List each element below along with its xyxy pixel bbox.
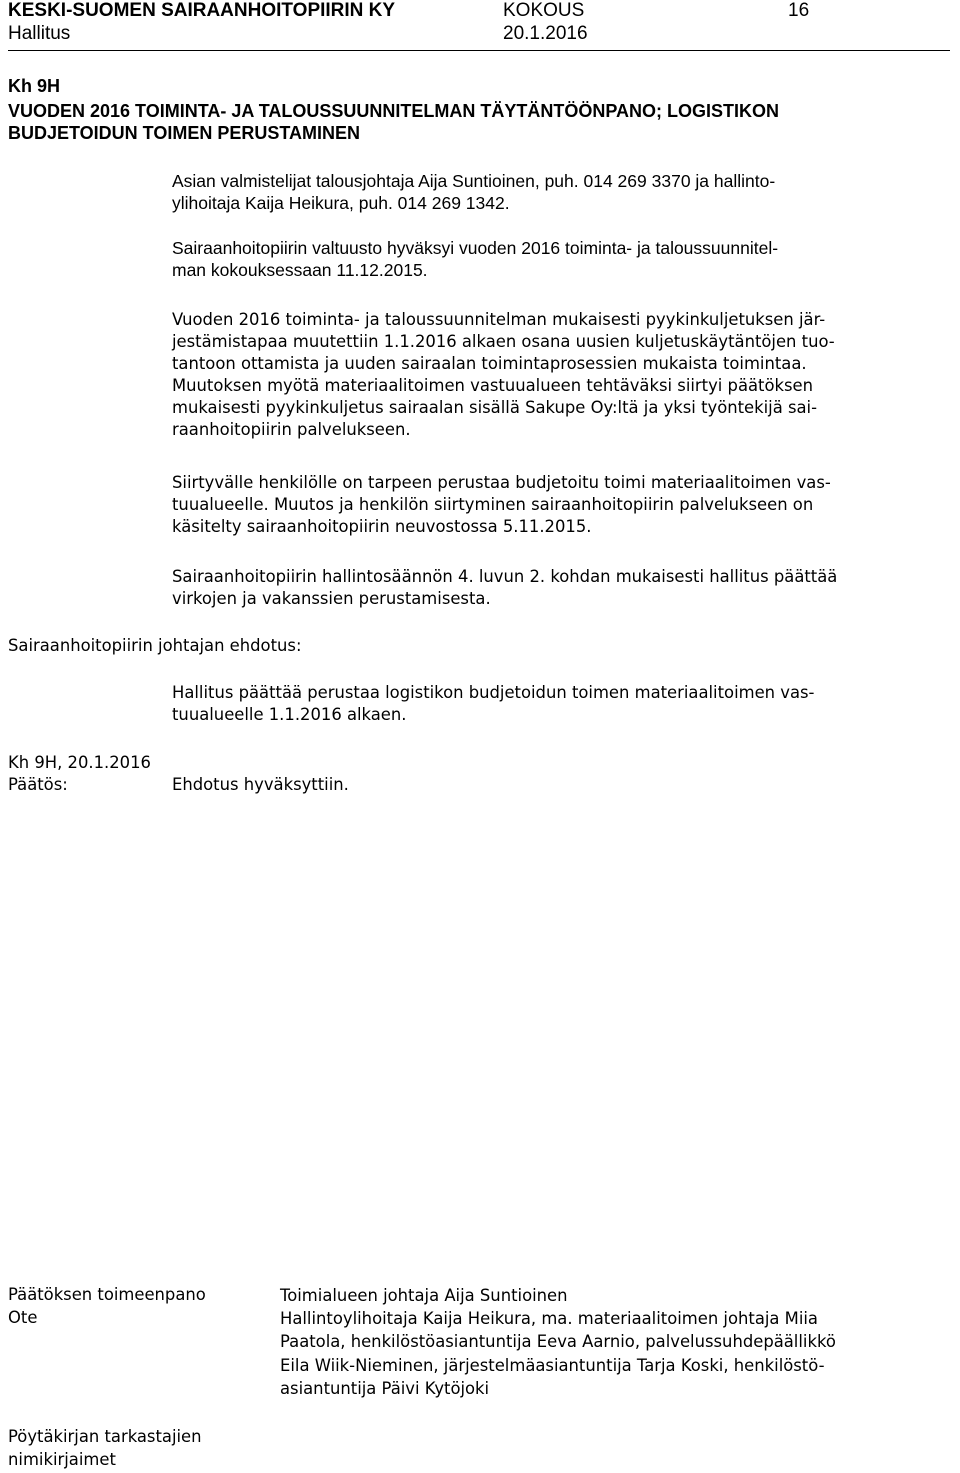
council-paragraph — [172, 238, 952, 281]
plan-paragraph — [172, 309, 952, 441]
proposal-label: Sairaanhoitopiirin johtajan ehdotus: — [8, 636, 302, 655]
item-title-line: BUDJETOIDUN TOIMEN PERUSTAMINEN — [8, 123, 361, 143]
recipient-line: asiantuntija Päivi Kytöjoki — [280, 1378, 490, 1398]
recipient-line: Toimialueen johtaja Aija Suntioinen — [280, 1286, 568, 1305]
paragraph-line: tuualueelle 1.1.2016 alkaen. — [172, 705, 407, 724]
proposal-text — [172, 682, 952, 726]
item-number: Kh 9H — [8, 76, 61, 96]
recipients-list — [280, 1284, 836, 1400]
decision-reference: Kh 9H, 20.1.2016 — [8, 753, 151, 772]
paragraph-line: tuualueelle. Muutos ja henkilön siirtyminen sairaanhoitopiirin palvelukseen on — [172, 495, 814, 514]
paragraph-line: tantoon ottamista ja uuden sairaalan toimintaprosessien mukaista toimintaa. — [172, 354, 807, 373]
decision-label: Päätös: — [8, 775, 68, 794]
recipient-line: Hallintoylihoitaja Kaija Heikura, ma. materiaalitoimen johtaja Miia — [280, 1309, 818, 1329]
regulation-paragraph — [172, 566, 952, 610]
ote-label: Ote — [8, 1308, 38, 1327]
paragraph-line: Sairaanhoitopiirin valtuusto hyväksyi vuoden 2016 toiminta- ja taloussuunnitel- — [172, 238, 779, 258]
paragraph-line: virkojen ja vakanssien perustamisesta. — [172, 589, 491, 608]
header-divider — [8, 50, 950, 51]
recipient-line: Paatola, henkilöstöasiantuntija Eeva Aarnio, palvelussuhdepäällikkö — [280, 1332, 836, 1352]
meeting-date: 20.1.2016 — [503, 23, 588, 44]
paragraph-line: ylihoitaja Kaija Heikura, puh. 014 269 1342. — [172, 192, 510, 213]
implementation-label: Päätöksen toimeenpano — [8, 1285, 206, 1304]
paragraph-line: käsitelty sairaanhoitopiirin neuvostossa 5.11.2015. — [172, 517, 592, 536]
page-number: 16 — [788, 0, 810, 21]
paragraph-line: jestämistapaa muutettiin 1.1.2016 alkaen osana uusien kuljetuskäytäntöjen tuo- — [172, 332, 835, 351]
body-name: Hallitus — [8, 23, 71, 44]
organization-name: KESKI-SUOMEN SAIRAANHOITOPIIRIN KY — [8, 0, 396, 21]
paragraph-line: Sairaanhoitopiirin hallintosäännön 4. luvun 2. kohdan mukaisesti hallitus päättää — [172, 567, 838, 586]
meeting-type: KOKOUS — [503, 0, 585, 21]
item-title-line: VUODEN 2016 TOIMINTA- JA TALOUSSUUNNITELMAN TÄYTÄNTÖÖNPANO; LOGISTIKON — [8, 101, 780, 121]
paragraph-line: Hallitus päättää perustaa logistikon budjetoidun toimen materiaalitoimen vas- — [172, 683, 815, 702]
transfer-paragraph — [172, 472, 952, 538]
paragraph-line: mukaisesti pyykinkuljetus sairaalan sisällä Sakupe Oy:ltä ja yksi työntekijä sai- — [172, 398, 818, 417]
paragraph-line: Asian valmistelijat talousjohtaja Aija Suntioinen, puh. 014 269 3370 ja hallinto- — [172, 171, 776, 191]
paragraph-line: Siirtyvälle henkilölle on tarpeen perustaa budjetoitu toimi materiaalitoimen vas- — [172, 473, 831, 492]
paragraph-line: Vuoden 2016 toiminta- ja taloussuunnitelman mukaisesti pyykinkuljetuksen jär- — [172, 310, 826, 329]
paragraph-line: raanhoitopiirin palvelukseen. — [172, 420, 411, 439]
decision-text: Ehdotus hyväksyttiin. — [172, 775, 349, 794]
preparers-paragraph — [172, 171, 952, 214]
paragraph-line: Muutoksen myötä materiaalitoimen vastuualueen tehtäväksi siirtyi päätöksen — [172, 376, 814, 395]
recipient-line: Eila Wiik-Nieminen, järjestelmäasiantuntija Tarja Koski, henkilöstö- — [280, 1355, 825, 1375]
signatures-label: Pöytäkirjan tarkastajien — [8, 1427, 202, 1446]
signatures-label-continued: nimikirjaimet — [8, 1450, 116, 1469]
paragraph-line: man kokouksessaan 11.12.2015. — [172, 259, 428, 280]
